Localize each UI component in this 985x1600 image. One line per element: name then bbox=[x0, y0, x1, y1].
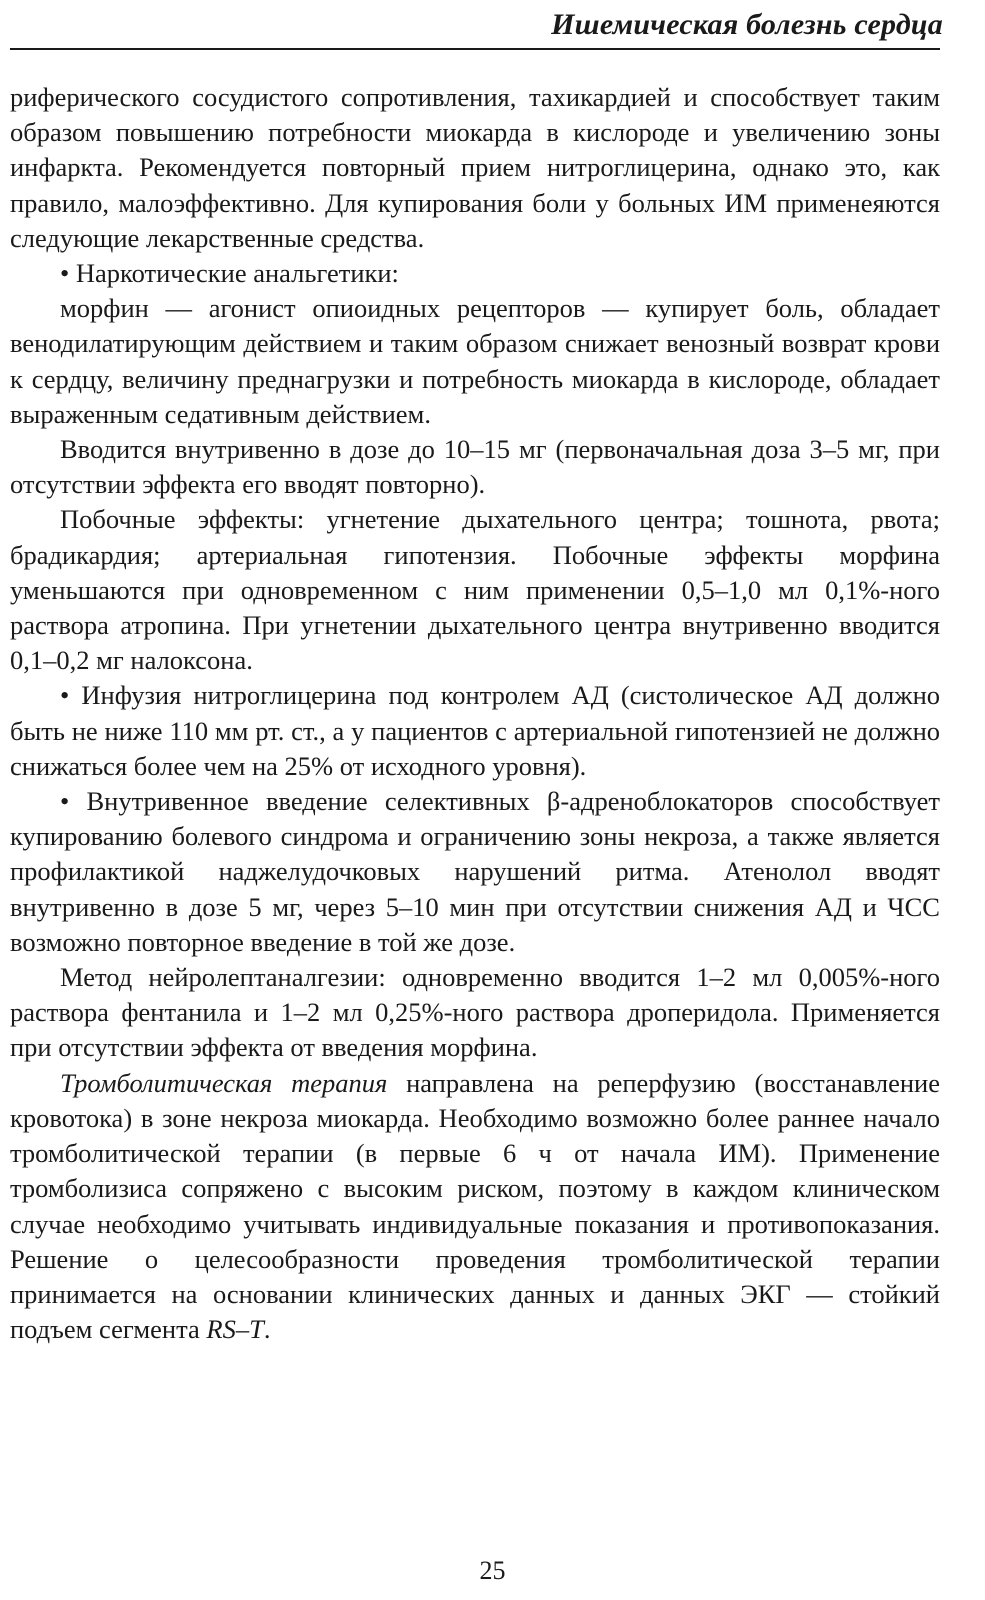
paragraph-text: Побочные эффекты: угнетение дыхательного центра; тошнота, рвота; брадикардия; артериальная гипотензия. Побочные эффекты морфина уменьшаются при одновременном с ним применении 0,5–1,0 мл 0,1%-ного раствора атропина. При угнетении дыхательного центра внутривенно вводится 0,1–0,2 мг налоксона. bbox=[10, 504, 940, 676]
bullet-item-beta-blockers bbox=[10, 784, 940, 960]
paragraph-text: Наркотические анальгетики: bbox=[75, 258, 399, 289]
paragraph-text: морфин — агонист опиоидных рецепторов — купирует боль, обладает венодилатирующим действием и таким образом снижает венозный возврат крови к сердцу, величину преднагрузки и потребность миокарда в кислороде, обладает выраженным седативным действием. bbox=[10, 293, 940, 429]
paragraph-morphine bbox=[10, 291, 940, 432]
paragraph-text-end: . bbox=[263, 1314, 271, 1345]
bullet-item-narcotic-analgesics bbox=[10, 256, 940, 291]
body-text bbox=[10, 80, 940, 1347]
paragraph-dosage bbox=[10, 432, 940, 502]
page-number: 25 bbox=[479, 1556, 506, 1585]
paragraph-thrombolytic-therapy bbox=[10, 1066, 940, 1348]
bullet-item-nitroglycerin bbox=[10, 678, 940, 784]
header-rule bbox=[10, 48, 940, 50]
paragraph-text: Вводится внутривенно в дозе до 10–15 мг (первоначальная доза 3–5 мг, при отсутствии эффекта его вводят повторно). bbox=[10, 434, 940, 500]
bullet-icon: • bbox=[60, 786, 70, 817]
paragraph-text: риферического сосудистого сопротивления, тахикардией и способствует таким образом повышению потребности миокарда в кислороде и увеличению зоны инфаркта. Рекомендуется повторный прием нитроглицерина, однако это, как правило, малоэффективно. Для купирования боли у больных ИМ применеяются следующие лекарственные средства. bbox=[10, 82, 940, 253]
paragraph-text: направлена на реперфузию (восстанавление кровотока) в зоне некроза миокарда. Необходимо возможно более раннее начало тромболитической терапии (в первые 6 ч от начала ИМ). Применение тромболизиса сопряжено с высоким риском, поэтому в каждом клиническом случае необходимо учитывать индивидуальные показания и противопоказания. Решение о целесообразности проведения тромболитической терапии принимается на основании клинических данных и данных ЭКГ — стойкий подъем сегмента bbox=[10, 1067, 940, 1345]
paragraph-continuation bbox=[10, 80, 940, 256]
running-head-title: Ишемическая болезнь сердца bbox=[551, 8, 943, 41]
italic-term: Тромболитическая терапия bbox=[60, 1067, 388, 1098]
paragraph-text: Метод нейролептаналгезии: одновременно вводится 1–2 мл 0,005%-ного раствора фентанила и 1–2 мл 0,25%-ного раствора дроперидола. Применяется при отсутствии эффекта от введения морфина. bbox=[10, 962, 940, 1063]
paragraph-neuroleptanalgesia bbox=[10, 960, 940, 1066]
bullet-icon: • bbox=[60, 680, 70, 711]
italic-term: RS–T bbox=[206, 1314, 264, 1345]
bullet-icon: • bbox=[60, 258, 70, 289]
paragraph-side-effects bbox=[10, 502, 940, 678]
paragraph-text: Внутривенное введение селективных β-адреноблокаторов способствует купированию болевого синдрома и ограничению зоны некроза, а также является профилактикой наджелудочковых нарушений ритма. Атенолол вводят внутривенно в дозе 5 мг, через 5–10 мин при отсутствии снижения АД и ЧСС возможно повторное введение в той же дозе. bbox=[10, 786, 940, 957]
paragraph-text: Инфузия нитроглицерина под контролем АД (систолическое АД должно быть не ниже 110 мм рт. ст., а у пациентов с артериальной гипотензией не должно снижаться более чем на 25% от исходного уровня). bbox=[10, 680, 941, 781]
